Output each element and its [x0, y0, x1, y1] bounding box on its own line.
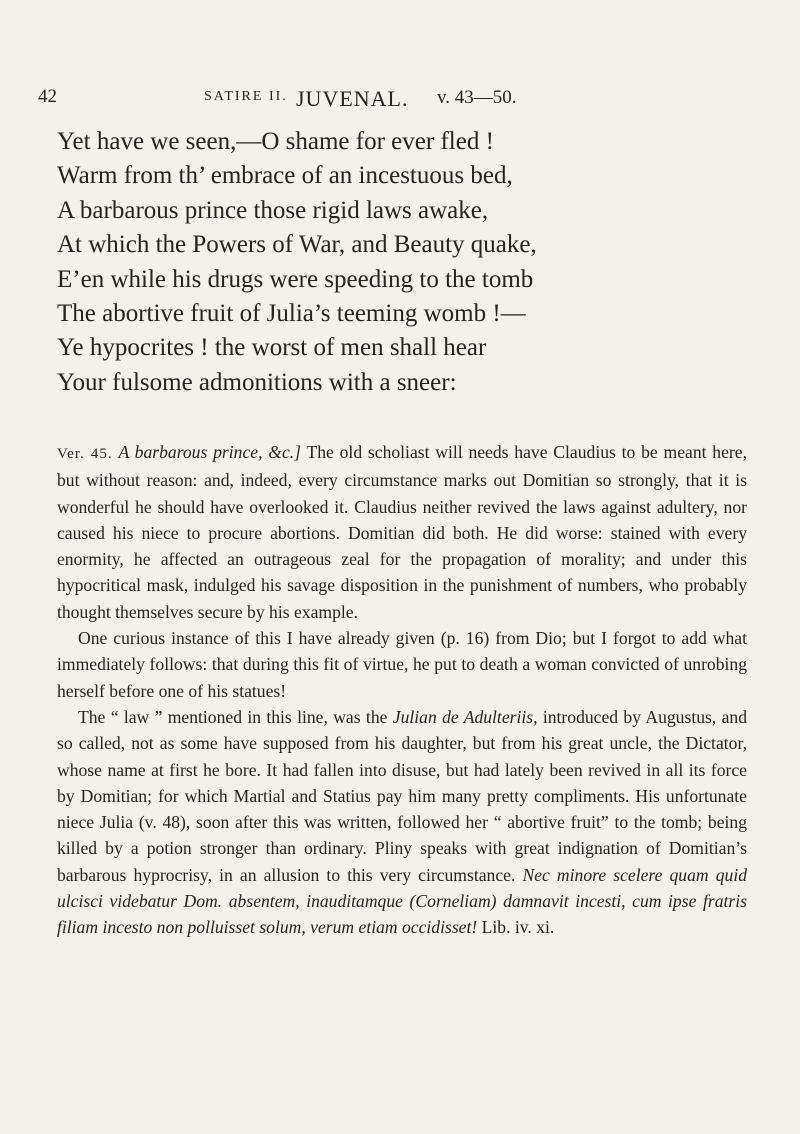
satire-number: SATIRE II.	[204, 89, 288, 104]
citation: Lib. iv. xi.	[477, 917, 555, 938]
note-paragraph: One curious instance of this I have already given (p. 16) from Dio; but I forgot to add what immediately follows: that during this fit of virtue, he put to death a woman convicted of unrobing herself before one of his statues!	[57, 628, 747, 701]
verse-reference: Ver. 45.	[57, 446, 113, 462]
note-lemma: A barbarous prince, &c.]	[118, 442, 302, 462]
note-paragraph	[57, 704, 747, 941]
page-number: 42	[38, 86, 57, 107]
note-text: introduced by Augustus, and so called, not as some have supposed from his daughter, but from his great uncle, the Dictator, whose name at first he bore. It had fallen into disuse, but had lately been revived in all its force by Domitian; for which Martial and Statius pay him many pretty compliments. His unfortunate niece Julia (v. 48), soon after this was written, followed her “ abortive fruit” to the tomb; being killed by a potion stronger than ordinary. Pliny speaks with great indignation of Domitian’s barbarous hyprocrisy, in an allusion to this very circumstance.	[57, 706, 747, 885]
latin-quotation: Nec minore scelere quam quid ulcisci videbatur Dom. absentem, inauditamque (Corneliam) damnavit incesti, cum ipse fratris filiam incesto non polluisset solum, verum etiam occidisset!	[57, 864, 748, 938]
verse-line: Ye hypocrites ! the worst of men shall hear	[57, 334, 487, 362]
law-title: Julian de Adulteriis,	[392, 706, 538, 727]
verse-line: At which the Powers of War, and Beauty quake,	[57, 231, 537, 259]
author-title: JUVENAL.	[296, 86, 409, 111]
commentary-notes	[57, 439, 747, 941]
note-paragraph	[57, 439, 747, 625]
verse-line: Yet have we seen,—O shame for ever fled !	[57, 128, 494, 155]
verse-line: The abortive fruit of Julia’s teeming womb !—	[57, 300, 526, 328]
verse-line: A barbarous prince those rigid laws awake,	[57, 196, 489, 224]
verse-line: Warm from th’ embrace of an incestuous bed,	[57, 162, 513, 190]
verse-block	[57, 125, 777, 400]
note-text: The old scholiast will needs have Claudius to be meant here, but without reason: and, indeed, every circumstance marks out Domitian so strongly, that it is wonderful he should have overlooked it. Claudius neither revived the laws against adultery, nor caused his niece to procure abortions. Domitian did both. He did worse: stained with every enormity, he affected an outrageous zeal for the propagation of morality; and under this hypocritical mask, indulged his savage disposition in the punishment of numbers, who probably thought themselves secure by his example.	[57, 442, 747, 622]
note-text: The “ law ” mentioned in this line, was the	[78, 706, 393, 727]
verse-range: v. 43—50.	[437, 87, 517, 108]
verse-line: Your fulsome admonitions with a sneer:	[57, 368, 457, 396]
verse-line: E’en while his drugs were speeding to the tomb	[57, 265, 534, 293]
